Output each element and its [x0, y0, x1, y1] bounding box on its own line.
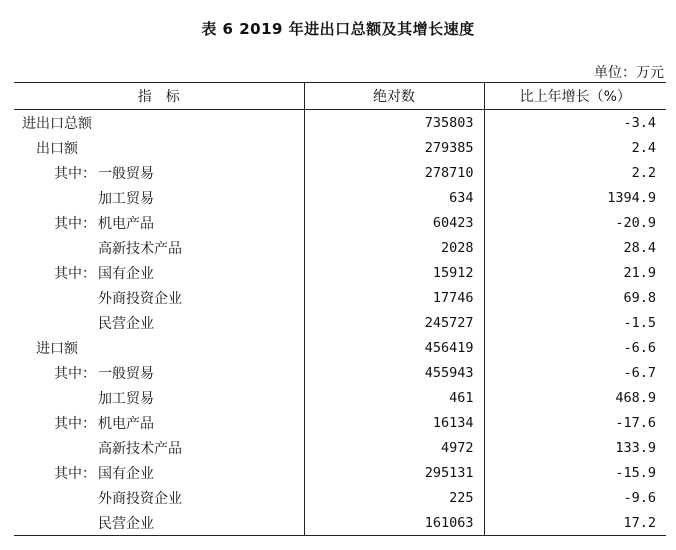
row-prefix: 其中：	[54, 165, 96, 182]
row-label: 国有企业	[98, 265, 154, 282]
row-label-cell	[14, 285, 304, 310]
row-absolute-value: 279385	[304, 135, 484, 160]
row-label: 一般贸易	[98, 365, 154, 382]
row-growth-value: -6.7	[484, 360, 666, 385]
header-growth: 比上年增长（%）	[484, 83, 666, 110]
row-label: 进口额	[36, 340, 78, 357]
row-absolute-value: 225	[304, 485, 484, 510]
table-row	[14, 510, 666, 536]
row-prefix: 其中：	[54, 465, 96, 482]
row-label-cell	[14, 235, 304, 260]
row-absolute-value: 60423	[304, 210, 484, 235]
table-row	[14, 485, 666, 510]
row-growth-value: -6.6	[484, 335, 666, 360]
row-absolute-value: 295131	[304, 460, 484, 485]
row-prefix: 其中：	[54, 365, 96, 382]
table-row	[14, 310, 666, 335]
row-absolute-value: 2028	[304, 235, 484, 260]
row-growth-value: 2.4	[484, 135, 666, 160]
table-row	[14, 210, 666, 235]
header-absolute: 绝对数	[304, 83, 484, 110]
row-label-cell	[14, 460, 304, 485]
row-label-cell	[14, 435, 304, 460]
row-growth-value: 468.9	[484, 385, 666, 410]
table-row	[14, 410, 666, 435]
row-growth-value: 133.9	[484, 435, 666, 460]
row-growth-value: -17.6	[484, 410, 666, 435]
row-label: 进出口总额	[22, 115, 92, 132]
row-label-cell	[14, 385, 304, 410]
table-row	[14, 110, 666, 136]
row-label: 机电产品	[98, 415, 154, 432]
row-absolute-value: 16134	[304, 410, 484, 435]
row-label: 民营企业	[98, 315, 154, 332]
table-row	[14, 385, 666, 410]
row-label-cell	[14, 360, 304, 385]
table-header-row	[14, 83, 666, 110]
row-label: 加工贸易	[98, 390, 154, 407]
table-body	[14, 110, 666, 536]
row-absolute-value: 278710	[304, 160, 484, 185]
unit-note: 单位：万元	[594, 65, 664, 81]
row-growth-value: 28.4	[484, 235, 666, 260]
row-growth-value: -3.4	[484, 110, 666, 136]
row-absolute-value: 15912	[304, 260, 484, 285]
table-row	[14, 160, 666, 185]
row-label: 高新技术产品	[98, 240, 182, 257]
table-row	[14, 235, 666, 260]
row-label-cell	[14, 410, 304, 435]
table-row	[14, 135, 666, 160]
row-growth-value: 69.8	[484, 285, 666, 310]
row-label-cell	[14, 310, 304, 335]
row-label-cell	[14, 110, 304, 136]
table-row	[14, 285, 666, 310]
row-absolute-value: 456419	[304, 335, 484, 360]
row-absolute-value: 17746	[304, 285, 484, 310]
table-row	[14, 260, 666, 285]
row-label: 国有企业	[98, 465, 154, 482]
row-growth-value: 17.2	[484, 510, 666, 536]
row-prefix: 其中：	[54, 265, 96, 282]
trade-table	[14, 82, 666, 536]
row-label-cell	[14, 485, 304, 510]
row-absolute-value: 161063	[304, 510, 484, 536]
row-label-cell	[14, 335, 304, 360]
row-growth-value: -9.6	[484, 485, 666, 510]
table-row	[14, 185, 666, 210]
row-absolute-value: 461	[304, 385, 484, 410]
row-label: 出口额	[36, 140, 78, 157]
row-absolute-value: 245727	[304, 310, 484, 335]
row-growth-value: -1.5	[484, 310, 666, 335]
row-growth-value: 21.9	[484, 260, 666, 285]
row-label-cell	[14, 260, 304, 285]
row-label: 民营企业	[98, 515, 154, 532]
row-absolute-value: 735803	[304, 110, 484, 136]
table-title: 表 6 2019 年进出口总额及其增长速度	[201, 20, 475, 38]
row-growth-value: 2.2	[484, 160, 666, 185]
row-prefix: 其中：	[54, 415, 96, 432]
header-indicator: 指 标	[14, 83, 304, 110]
row-label-cell	[14, 135, 304, 160]
row-label: 机电产品	[98, 215, 154, 232]
row-absolute-value: 455943	[304, 360, 484, 385]
table-row	[14, 335, 666, 360]
row-label-cell	[14, 210, 304, 235]
table-row	[14, 360, 666, 385]
row-absolute-value: 4972	[304, 435, 484, 460]
row-label-cell	[14, 510, 304, 536]
row-label: 高新技术产品	[98, 440, 182, 457]
row-label-cell	[14, 185, 304, 210]
row-prefix: 其中：	[54, 215, 96, 232]
row-absolute-value: 634	[304, 185, 484, 210]
table-row	[14, 435, 666, 460]
row-label-cell	[14, 160, 304, 185]
table-row	[14, 460, 666, 485]
row-label: 一般贸易	[98, 165, 154, 182]
row-label: 外商投资企业	[98, 490, 182, 507]
row-label: 外商投资企业	[98, 290, 182, 307]
row-growth-value: -15.9	[484, 460, 666, 485]
row-growth-value: 1394.9	[484, 185, 666, 210]
row-label: 加工贸易	[98, 190, 154, 207]
row-growth-value: -20.9	[484, 210, 666, 235]
